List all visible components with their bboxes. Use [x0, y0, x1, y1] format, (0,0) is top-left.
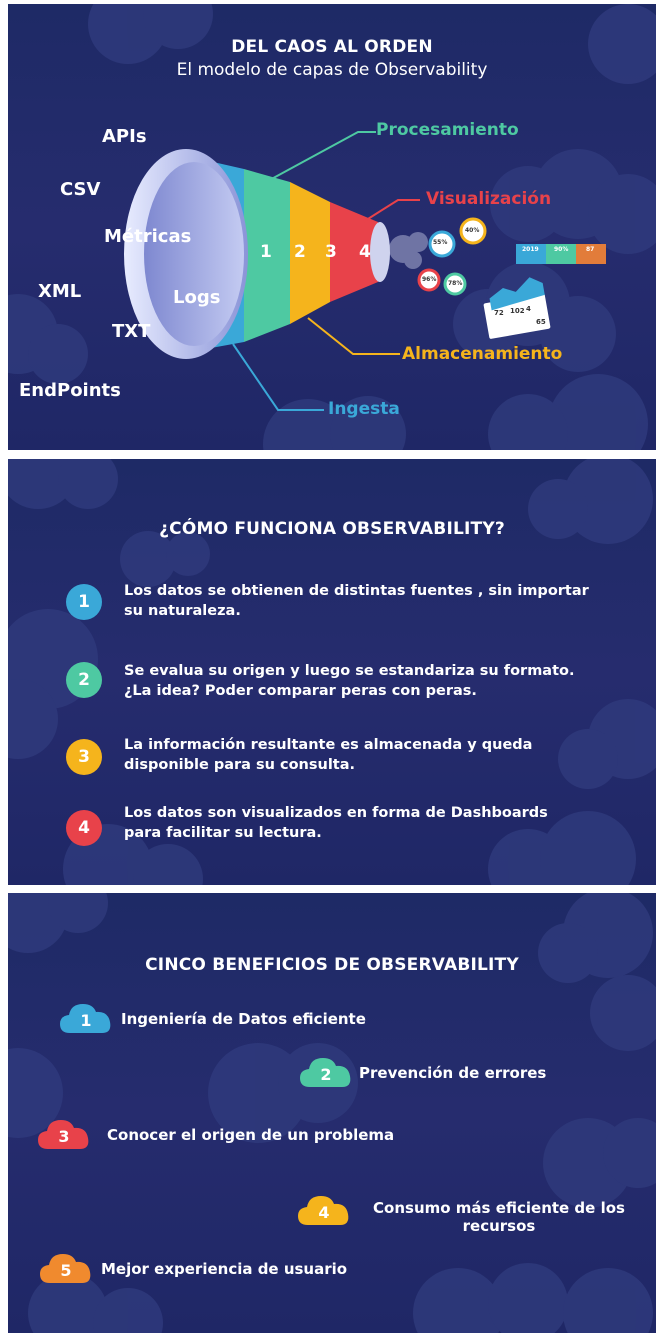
panel2-title: ¿CÓMO FUNCIONA OBSERVABILITY?	[159, 519, 505, 539]
funnel-number-4: 4	[359, 242, 371, 262]
dashboard-value: 78%	[448, 280, 463, 287]
source-apis: APIs	[102, 126, 147, 147]
step-text-2: Se evalua su origen y luego se estandariza su formato. ¿La idea? Poder comparar peras con peras.	[124, 663, 575, 699]
dashboard-value: 90%	[554, 246, 569, 253]
source-txt: TXT	[112, 321, 151, 342]
source-xml: XML	[38, 281, 82, 302]
panel1-title: DEL CAOS AL ORDEN	[231, 37, 433, 57]
benefit-number-5: 5	[60, 1261, 72, 1280]
step-number-2: 2	[66, 662, 102, 698]
benefits-panel	[8, 893, 656, 1333]
dashboard-value: 87	[586, 246, 595, 253]
benefit-text-3: Conocer el origen de un problema	[107, 1126, 395, 1144]
benefit-number-4: 4	[318, 1203, 330, 1222]
funnel-number-1: 1	[260, 242, 272, 262]
dashboard-value: 55%	[433, 239, 448, 246]
layer-label-ingestion: Ingesta	[328, 399, 400, 419]
dashboard-value: 96%	[422, 276, 437, 283]
dashboard-value: 72	[494, 309, 504, 317]
step-text-3: La información resultante es almacenada y queda disponible para su consulta.	[124, 737, 533, 773]
funnel-number-3: 3	[325, 242, 337, 262]
funnel-number-2: 2	[294, 242, 306, 262]
processing-leader-line	[266, 132, 376, 182]
dashboard-value: 65	[536, 318, 546, 326]
source-metricas: Métricas	[104, 226, 192, 247]
step-number-4: 4	[66, 810, 102, 846]
benefit-text-5: Mejor experiencia de usuario	[101, 1260, 348, 1278]
storage-leader-line	[308, 318, 400, 354]
panel1-subtitle: El modelo de capas de Observability	[176, 60, 488, 80]
dashboard-value: 4	[526, 305, 531, 313]
benefit-text-2: Prevención de errores	[359, 1064, 547, 1082]
layer-label-visualization: Visualización	[426, 189, 552, 209]
step-text-4: Los datos son visualizados en forma de Dashboards para facilitar su lectura.	[124, 805, 548, 841]
source-csv: CSV	[60, 179, 101, 200]
dashboard-value: 2019	[522, 246, 539, 253]
source-logs: Logs	[173, 287, 221, 308]
funnel-panel	[8, 4, 656, 450]
source-endpoints: EndPoints	[19, 380, 121, 401]
step-number-3: 3	[66, 739, 102, 775]
panel3-title: CINCO BENEFICIOS DE OBSERVABILITY	[145, 955, 519, 975]
benefit-number-3: 3	[58, 1127, 70, 1146]
step-number-1: 1	[66, 584, 102, 620]
dashboard-value: 102	[510, 307, 525, 315]
benefit-text-4: Consumo más eficiente de los recursos	[373, 1199, 625, 1235]
benefit-number-2: 2	[320, 1065, 332, 1084]
how-it-works-panel	[8, 459, 656, 885]
ingestion-leader-line	[233, 344, 324, 410]
layer-label-processing: Procesamiento	[376, 120, 519, 140]
layer-label-storage: Almacenamiento	[402, 344, 563, 364]
benefit-text-1: Ingeniería de Datos eficiente	[121, 1010, 366, 1028]
step-text-1: Los datos se obtienen de distintas fuentes , sin importar su naturaleza.	[124, 583, 589, 619]
benefit-number-1: 1	[80, 1011, 92, 1030]
dashboard-value: 40%	[465, 227, 480, 234]
